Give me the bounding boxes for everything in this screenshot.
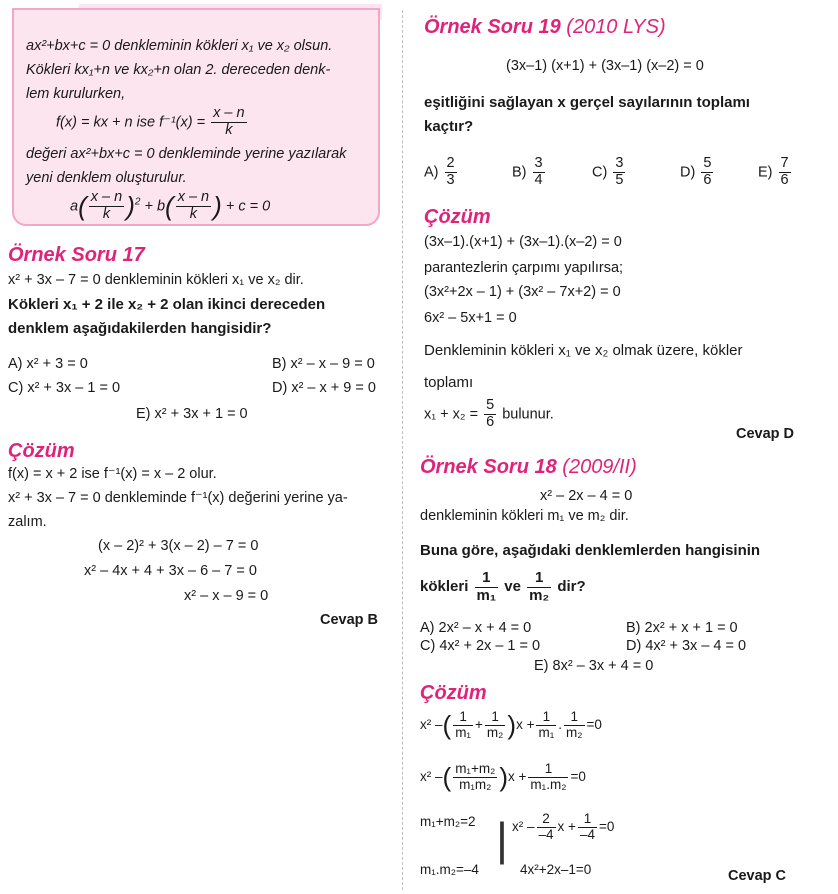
- sol19-sum: x₁ + x₂ = $\frac{5}{6}$ bulunur.: [424, 397, 554, 430]
- q19-question-1: eşitliğini sağlayan x gerçel sayılarının toplamı: [424, 94, 750, 111]
- q19-option-e[interactable]: E) $\frac{7}{6}$: [758, 155, 789, 188]
- q19-title: Örnek Soru 19 (2010 LYS): [424, 16, 666, 38]
- sol18-row-2: x² –( $\frac{\text{m₁+m₂}}{\text{m₁m₂}}$ )x + $\frac{1}{\text{m₁.m₂}}$ =0: [420, 761, 586, 792]
- sol19-line-1: (3x–1).(x+1) + (3x–1).(x–2) = 0: [424, 234, 622, 250]
- q19-option-b[interactable]: B) $\frac{3}{4}$: [512, 155, 543, 188]
- q18-option-c[interactable]: C) 4x² + 2x – 1 = 0: [420, 638, 541, 654]
- sol18-sum: m₁+m₂=2: [420, 814, 476, 829]
- sol19-line-6: toplamı: [424, 374, 474, 391]
- q17-question-2: denklem aşağıdakilerden hangisidir?: [8, 320, 272, 337]
- sol18-row-4: 4x²+2x–1=0: [520, 862, 592, 877]
- sol17-line-3: zalım.: [8, 514, 47, 530]
- sol19-answer: Cevap D: [736, 426, 795, 442]
- sol18-brace: |: [496, 813, 508, 865]
- box-line-1: ax²+bx+c = 0 denkleminin kökleri x₁ ve x₂ olsun.: [26, 38, 333, 54]
- q17-title: Örnek Soru 17: [8, 244, 145, 266]
- q19-option-a[interactable]: A) $\frac{2}{3}$: [424, 155, 455, 188]
- sol17-answer: Cevap B: [320, 612, 379, 628]
- q19-question-2: kaçtır?: [424, 118, 474, 135]
- column-divider: [402, 10, 403, 890]
- q18-question-2: kökleri $\frac{1}{\text{m₁}}$ ve $\frac{1}{\text{m₂}}$ dir?: [420, 569, 586, 604]
- sol19-title: Çözüm: [424, 206, 491, 228]
- sol18-product: m₁.m₂=–4: [420, 862, 479, 877]
- sol17-eq-1: (x – 2)² + 3(x – 2) – 7 = 0: [98, 538, 259, 554]
- q18-equation: x² – 2x – 4 = 0: [540, 488, 633, 504]
- sol17-eq-3: x² – x – 9 = 0: [184, 588, 269, 604]
- q17-option-b[interactable]: B) x² – x – 9 = 0: [272, 356, 375, 372]
- q18-statement: denkleminin kökleri m₁ ve m₂ dir.: [420, 508, 629, 524]
- sol18-answer: Cevap C: [728, 868, 787, 884]
- box-line-2: Kökleri kx₁+n ve kx₂+n olan 2. dereceden denk-: [26, 62, 331, 78]
- sol17-line-1: f(x) = x + 2 ise f⁻¹(x) = x – 2 olur.: [8, 466, 217, 482]
- q18-option-b[interactable]: B) 2x² + x + 1 = 0: [626, 620, 738, 636]
- q17-option-a[interactable]: A) x² + 3 = 0: [8, 356, 88, 372]
- box-inverse-def: f(x) = kx + n ise f⁻¹(x) =: [56, 114, 206, 131]
- q17-option-c[interactable]: C) x² + 3x – 1 = 0: [8, 380, 121, 396]
- box-equation: a( $\frac{x - n}{k}$ )$^2$ + b( $\frac{x - n}{k}$ ) + c = 0: [70, 189, 271, 222]
- q17-option-e[interactable]: E) x² + 3x + 1 = 0: [136, 406, 248, 422]
- q17-option-d[interactable]: D) x² – x + 9 = 0: [272, 380, 376, 396]
- q18-option-e[interactable]: E) 8x² – 3x + 4 = 0: [534, 658, 654, 674]
- sol19-line-3: (3x²+2x – 1) + (3x² – 7x+2) = 0: [424, 284, 621, 300]
- box-line-5: değeri ax²+bx+c = 0 denkleminde yerine yazılarak: [26, 146, 347, 162]
- sol18-row-3: x² – $\frac{2}{-4}$ x + $\frac{1}{-4}$ =0: [512, 811, 615, 842]
- q17-question-1: Kökleri x₁ + 2 ile x₂ + 2 olan ikinci dereceden: [8, 296, 326, 313]
- q18-option-d[interactable]: D) 4x² + 3x – 4 = 0: [626, 638, 747, 654]
- sol18-title: Çözüm: [420, 682, 487, 704]
- q18-option-a[interactable]: A) 2x² – x + 4 = 0: [420, 620, 532, 636]
- q19-option-d[interactable]: D) $\frac{5}{6}$: [680, 155, 712, 188]
- q19-option-c[interactable]: C) $\frac{3}{5}$: [592, 155, 624, 188]
- box-inverse-fraction: $\frac{x - n}{k}$: [213, 105, 245, 138]
- sol17-eq-2: x² – 4x + 4 + 3x – 6 – 7 = 0: [84, 563, 257, 579]
- sol17-title: Çözüm: [8, 440, 75, 462]
- q18-question-1: Buna göre, aşağıdaki denklemlerden hangisinin: [420, 542, 761, 559]
- box-line-6: yeni denklem oluşturulur.: [26, 170, 187, 186]
- sol19-line-5: Denkleminin kökleri x₁ ve x₂ olmak üzere, kökler: [424, 342, 743, 359]
- sol17-line-2: x² + 3x – 7 = 0 denkleminde f⁻¹(x) değerini yerine ya-: [8, 490, 348, 506]
- sol19-line-2: parantezlerin çarpımı yapılırsa;: [424, 260, 624, 276]
- sol18-row-1: x² –( $\frac{1}{\text{m₁}}$ + $\frac{1}{\text{m₂}}$ )x + $\frac{1}{\text{m₁}}$ . $\frac{1}{\text{m₂}}$ =0: [420, 709, 602, 740]
- q18-title: Örnek Soru 18 (2009/II): [420, 456, 637, 478]
- q17-statement: x² + 3x – 7 = 0 denkleminin kökleri x₁ ve x₂ dir.: [8, 272, 304, 288]
- box-line-4: [56, 106, 249, 139]
- box-line-3: lem kurulurken,: [26, 86, 126, 102]
- sol19-line-4: 6x² – 5x+1 = 0: [424, 310, 517, 326]
- q19-equation: (3x–1) (x+1) + (3x–1) (x–2) = 0: [506, 58, 704, 74]
